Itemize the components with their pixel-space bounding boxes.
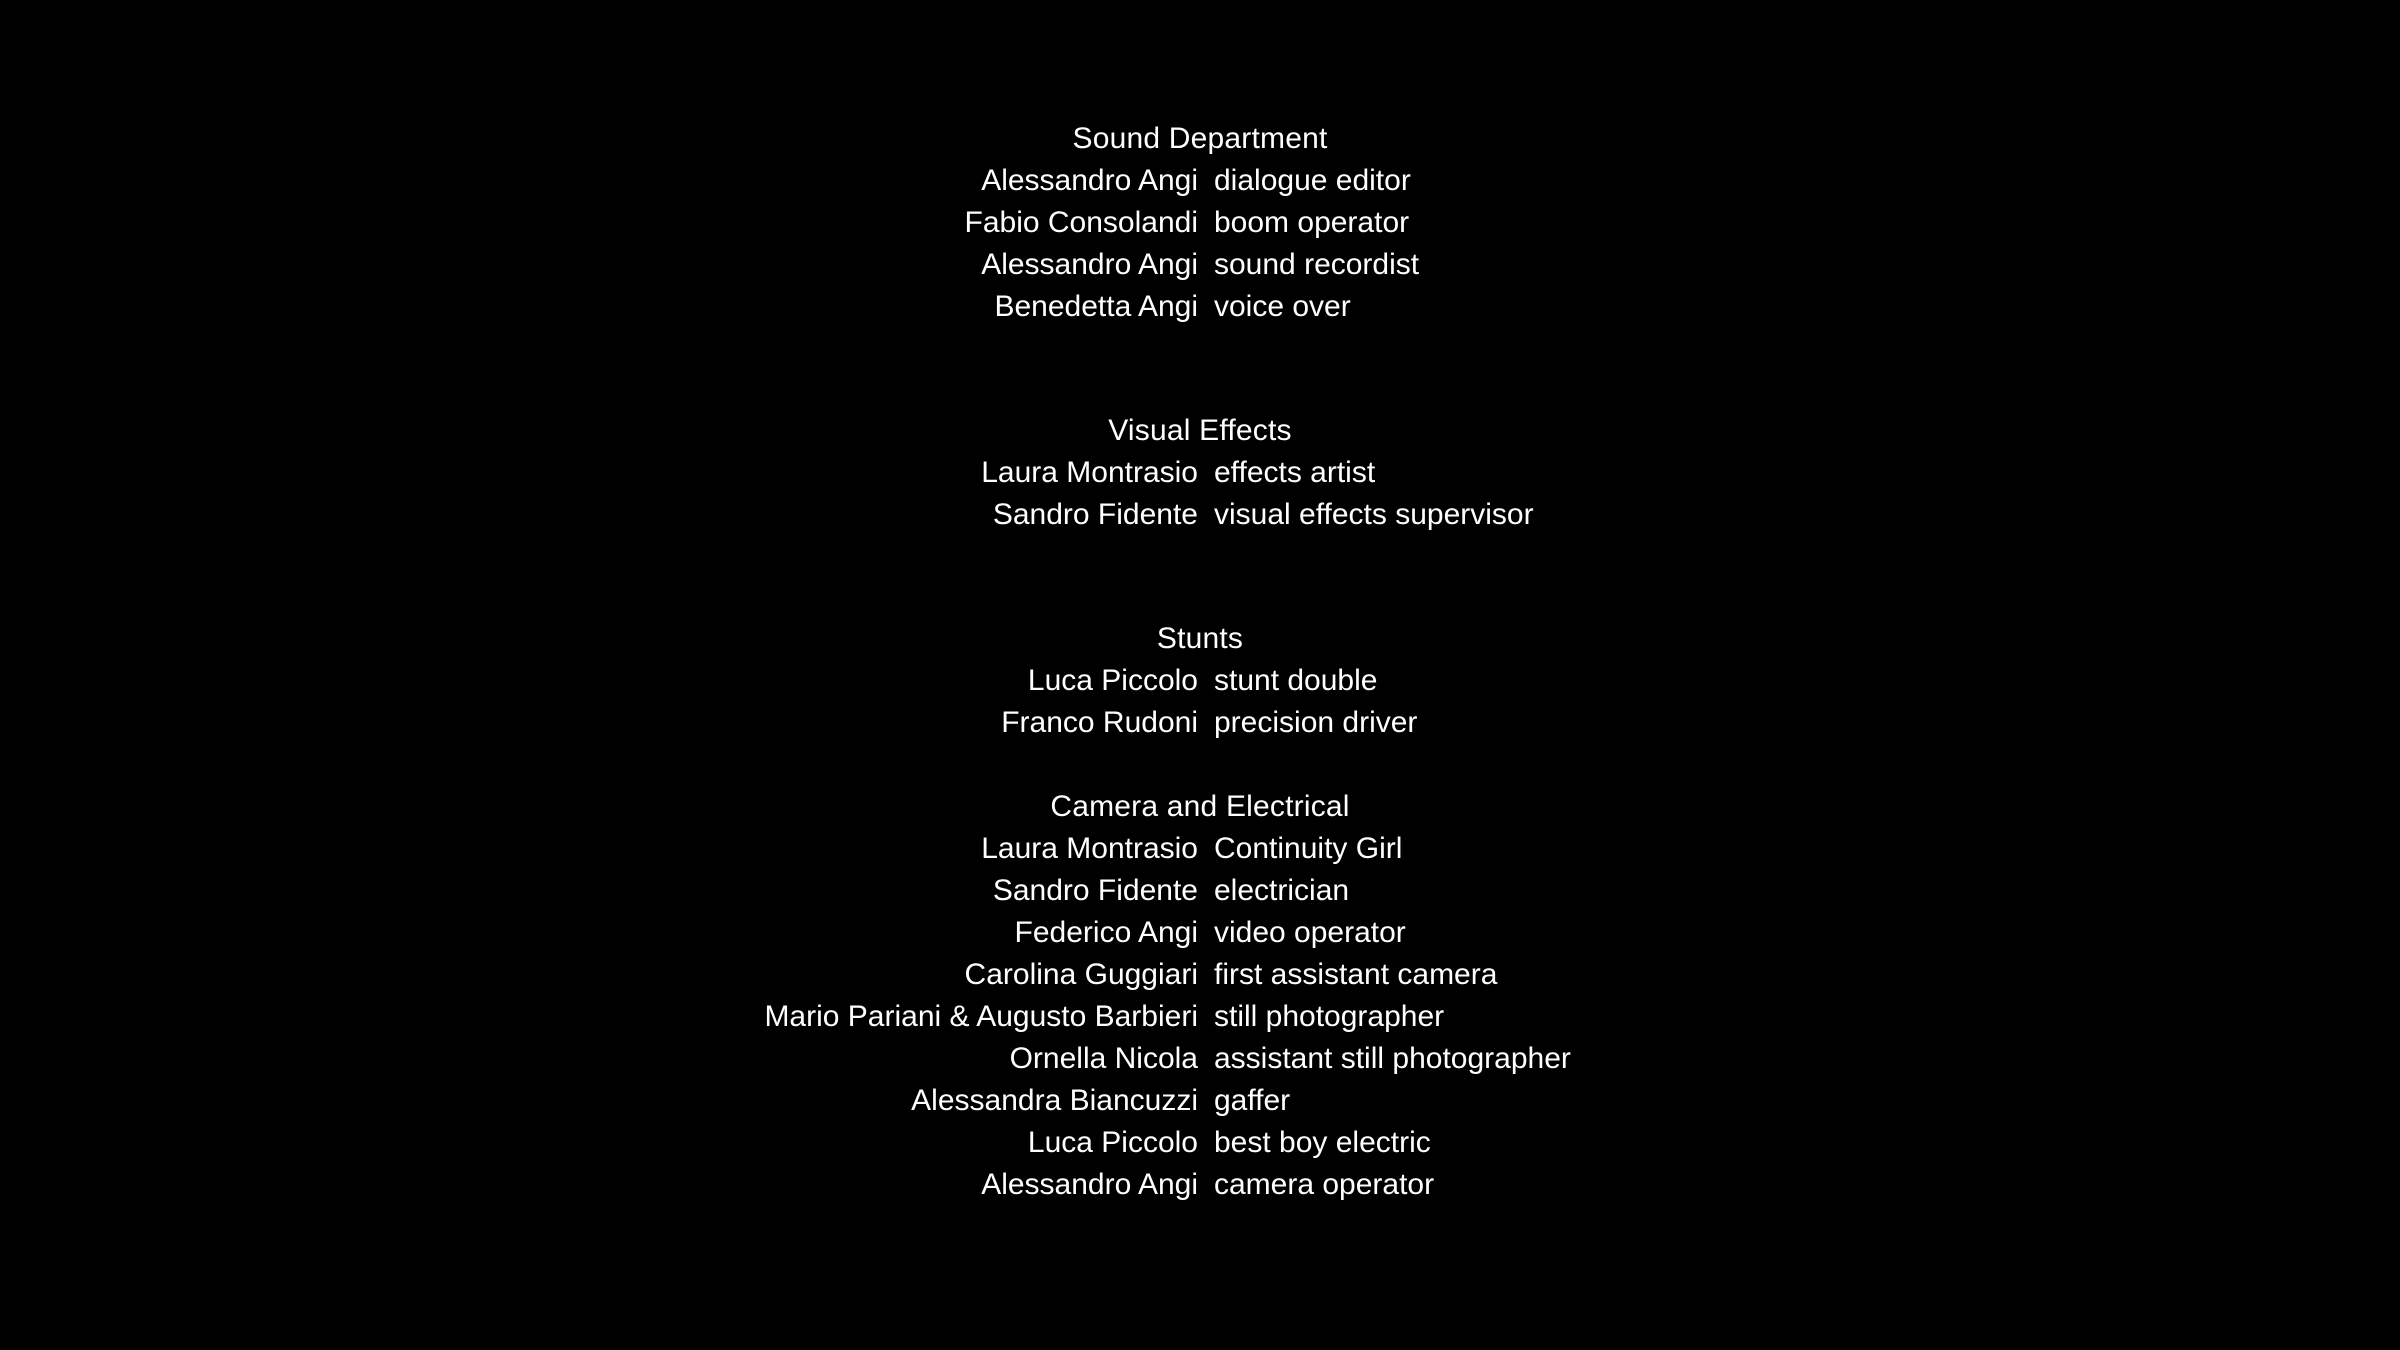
credit-role: gaffer bbox=[1214, 1084, 1291, 1117]
credit-row bbox=[0, 660, 2400, 702]
credit-row bbox=[0, 1122, 2400, 1164]
credit-name: Sandro Fidente bbox=[992, 874, 1198, 907]
credit-role: dialogue editor bbox=[1214, 164, 1411, 197]
credit-name: Luca Piccolo bbox=[1027, 664, 1198, 697]
credit-role: video operator bbox=[1214, 916, 1406, 949]
section-spacer bbox=[0, 536, 2400, 618]
credit-role: assistant still photographer bbox=[1214, 1042, 1571, 1075]
credit-name: Federico Angi bbox=[1014, 916, 1198, 949]
credit-name: Franco Rudoni bbox=[1001, 706, 1198, 739]
credit-name: Alessandro Angi bbox=[981, 164, 1198, 197]
credit-role: stunt double bbox=[1214, 664, 1378, 697]
credit-row bbox=[0, 160, 2400, 202]
credit-name: Laura Montrasio bbox=[981, 832, 1198, 865]
credit-name: Carolina Guggiari bbox=[964, 958, 1198, 991]
section-spacer bbox=[0, 744, 2400, 786]
credit-role: precision driver bbox=[1214, 706, 1418, 739]
credit-row bbox=[0, 1038, 2400, 1080]
credit-row bbox=[0, 452, 2400, 494]
credit-name: Sandro Fidente bbox=[992, 498, 1198, 531]
credit-row bbox=[0, 702, 2400, 744]
credit-name: Fabio Consolandi bbox=[964, 206, 1198, 239]
credit-role: best boy electric bbox=[1214, 1126, 1431, 1159]
credit-role: effects artist bbox=[1214, 456, 1376, 489]
credit-name: Alessandro Angi bbox=[981, 248, 1198, 281]
credit-name: Luca Piccolo bbox=[1027, 1126, 1198, 1159]
credit-row bbox=[0, 828, 2400, 870]
credit-section-camera-and-electrical bbox=[0, 786, 2400, 1206]
credit-row bbox=[0, 912, 2400, 954]
credit-section-stunts bbox=[0, 618, 2400, 744]
section-heading: Sound Department bbox=[1072, 122, 1328, 155]
credit-role: boom operator bbox=[1214, 206, 1410, 239]
credit-row bbox=[0, 954, 2400, 996]
credit-role: Continuity Girl bbox=[1214, 832, 1403, 865]
section-spacer bbox=[0, 328, 2400, 410]
credit-name: Alessandro Angi bbox=[981, 1168, 1198, 1201]
credit-row bbox=[0, 494, 2400, 536]
credit-section-sound-department bbox=[0, 118, 2400, 328]
credit-row bbox=[0, 1080, 2400, 1122]
credit-row bbox=[0, 244, 2400, 286]
credit-name: Alessandra Biancuzzi bbox=[911, 1084, 1198, 1117]
credit-row bbox=[0, 1164, 2400, 1206]
credit-role: first assistant camera bbox=[1214, 958, 1498, 991]
credit-row bbox=[0, 202, 2400, 244]
credit-role: visual effects supervisor bbox=[1214, 498, 1534, 531]
credit-role: camera operator bbox=[1214, 1168, 1435, 1201]
credits-roll bbox=[0, 118, 2400, 1206]
credit-role: still photographer bbox=[1214, 1000, 1445, 1033]
credit-name: Benedetta Angi bbox=[994, 290, 1198, 323]
section-heading: Visual Effects bbox=[1108, 414, 1292, 447]
section-heading: Stunts bbox=[1156, 622, 1244, 655]
credit-role: voice over bbox=[1214, 290, 1351, 323]
credit-name: Mario Pariani & Augusto Barbieri bbox=[764, 1000, 1198, 1033]
credit-name: Laura Montrasio bbox=[981, 456, 1198, 489]
credit-name: Ornella Nicola bbox=[1009, 1042, 1198, 1075]
credit-row bbox=[0, 286, 2400, 328]
section-heading: Camera and Electrical bbox=[1050, 790, 1350, 823]
credit-row bbox=[0, 996, 2400, 1038]
credit-role: sound recordist bbox=[1214, 248, 1420, 281]
credit-row bbox=[0, 870, 2400, 912]
credit-section-visual-effects bbox=[0, 410, 2400, 536]
credit-role: electrician bbox=[1214, 874, 1350, 907]
